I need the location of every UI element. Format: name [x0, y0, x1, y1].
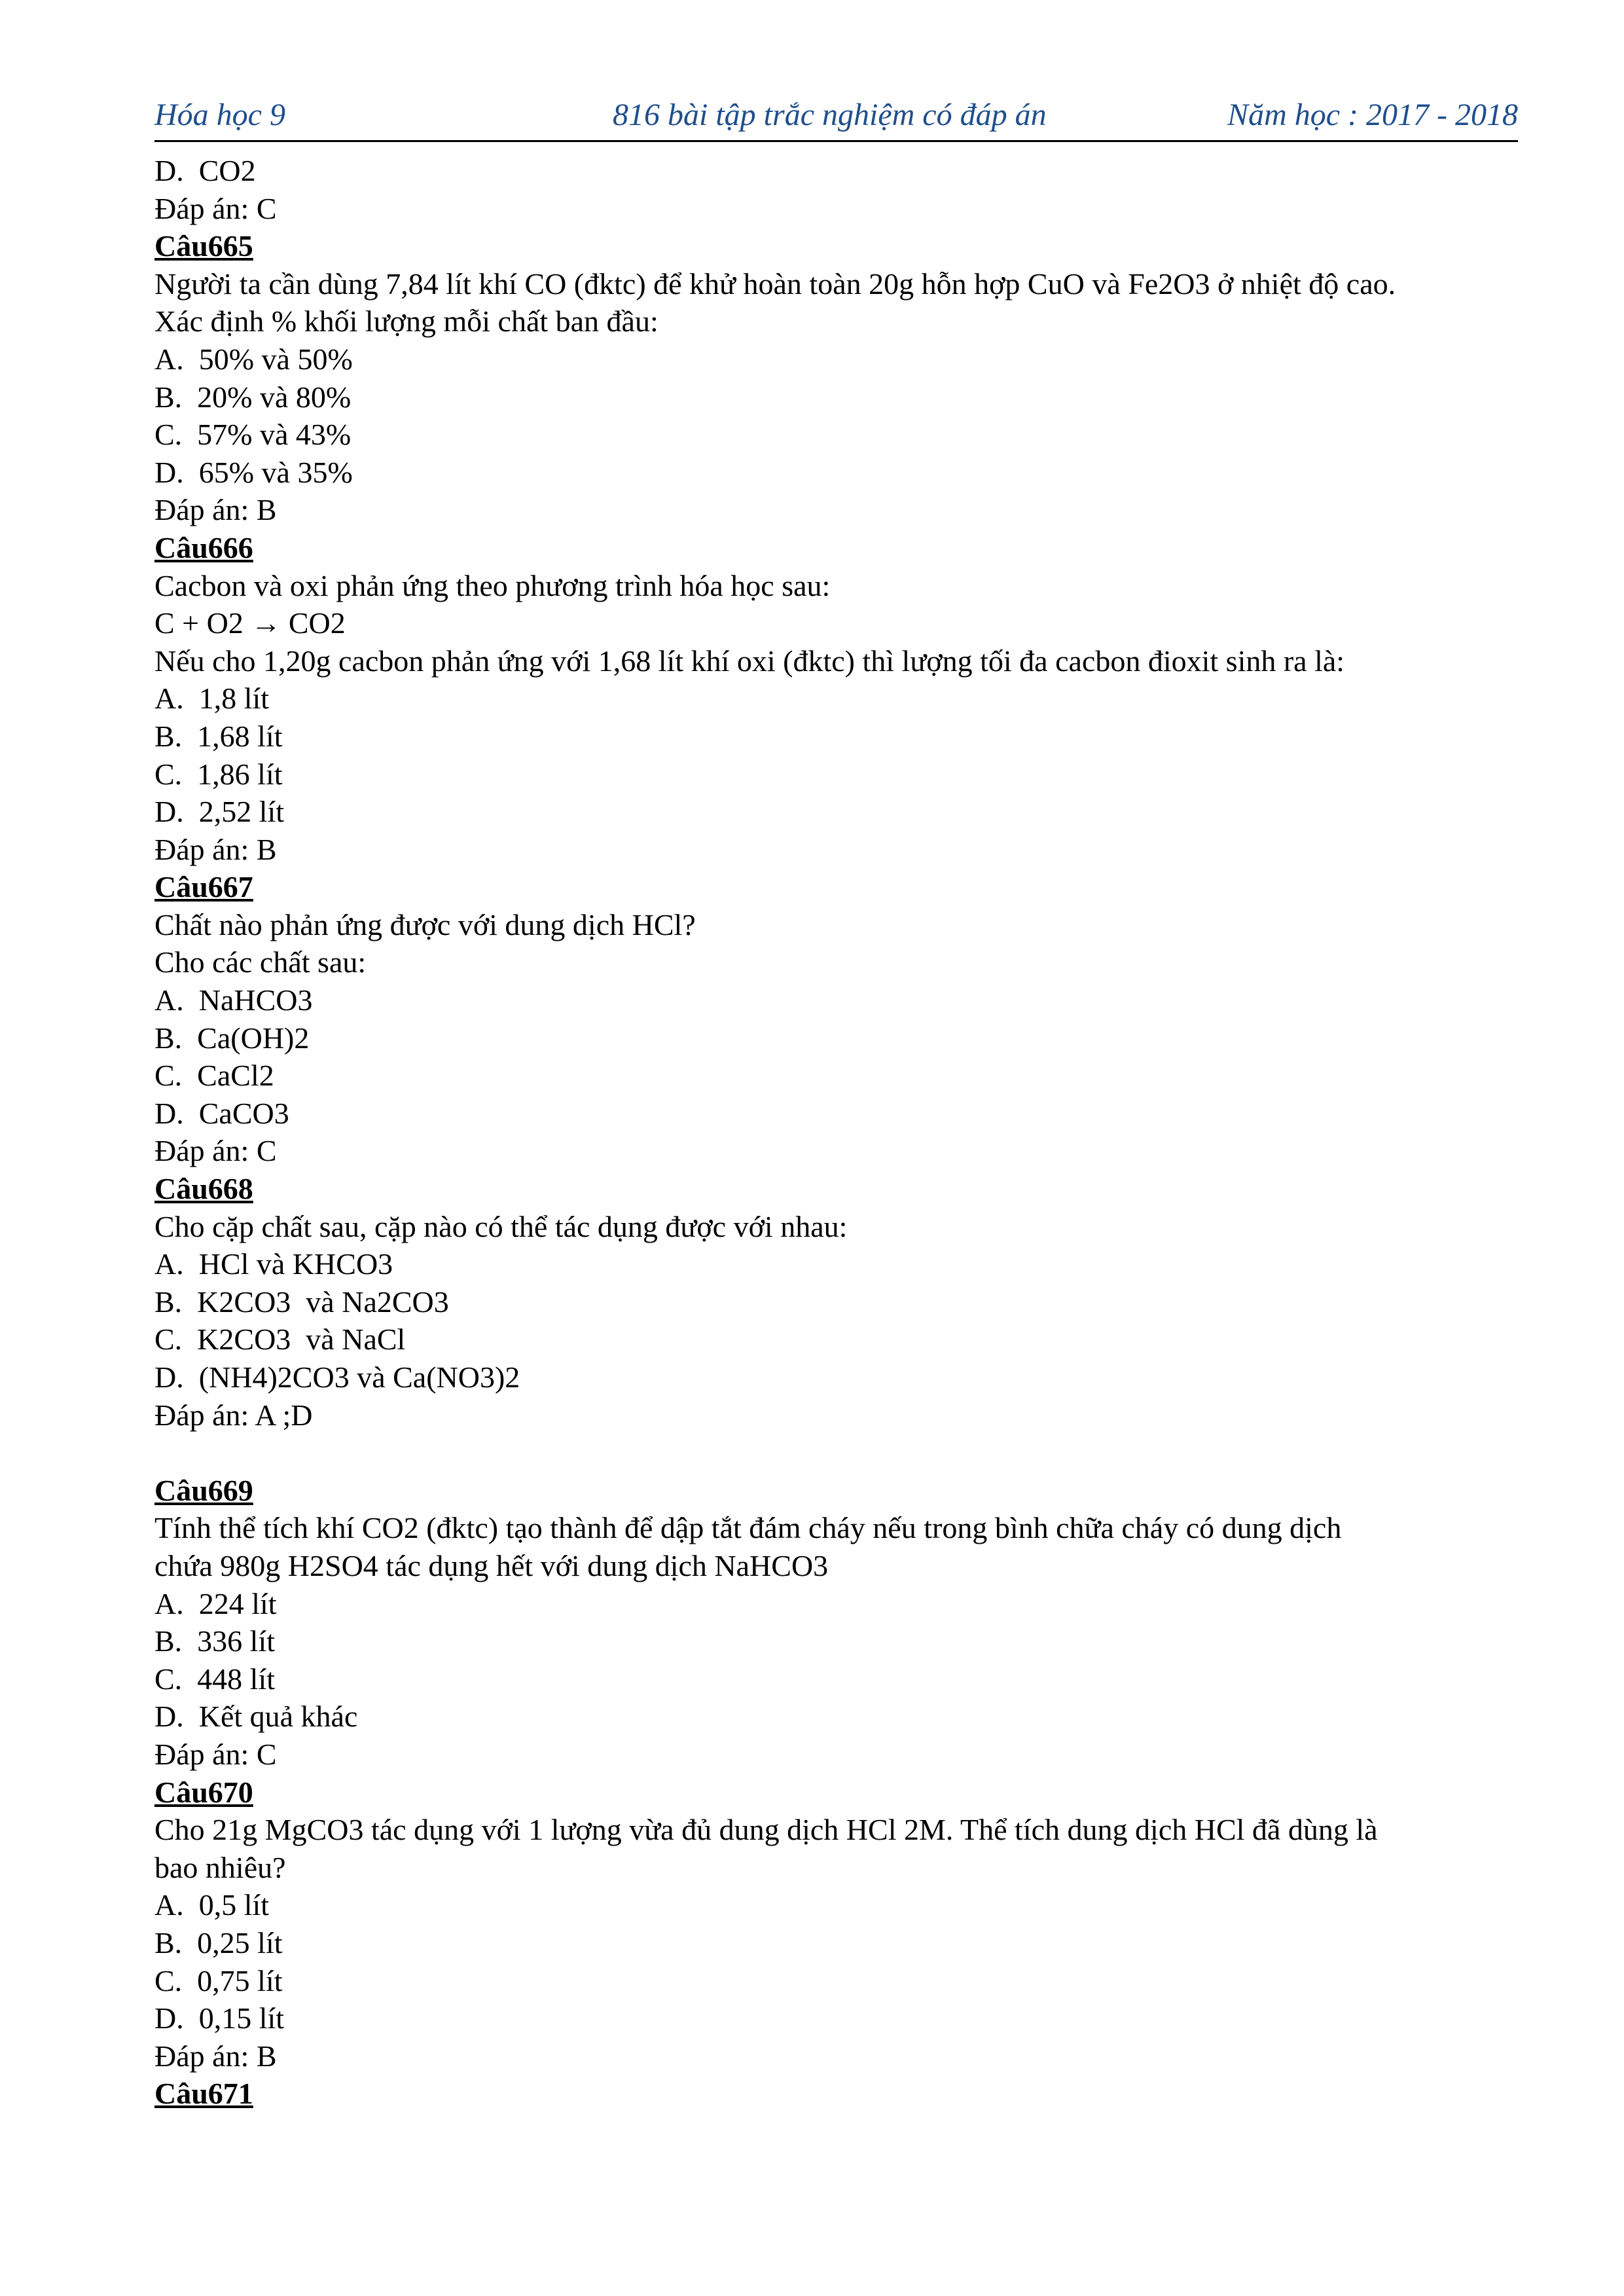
option-c: C. 448 lít [154, 1662, 276, 1696]
option-c: C. 57% và 43% [154, 418, 352, 452]
answer-line: Đáp án: C [154, 191, 277, 225]
question-text: Chất nào phản ứng được với dung dịch HCl? [154, 907, 696, 941]
option-b: B. Ca(OH)2 [154, 1021, 310, 1055]
question-title: Câu667 [154, 870, 253, 904]
option-b: B. 0,25 lít [154, 1925, 283, 1959]
option-a: A. NaHCO3 [154, 983, 313, 1017]
option-c: C. K2CO3 và NaCl [154, 1322, 406, 1357]
option-c: C. CaCl2 [154, 1059, 274, 1093]
equation: C + O2 → CO2 [154, 606, 346, 640]
answer-line: Đáp án: A ;D [154, 1398, 313, 1432]
question-title: Câu666 [154, 530, 253, 564]
question-text: Cacbon và oxi phản ứng theo phương trình hóa học sau: [154, 568, 831, 602]
question-title: Câu665 [154, 229, 253, 263]
option-d: D. (NH4)2CO3 và Ca(NO3)2 [154, 1360, 520, 1394]
option-d: D. 2,52 lít [154, 795, 285, 829]
option-d: D. 0,15 lít [154, 2001, 285, 2035]
answer-line: Đáp án: C [154, 1134, 277, 1168]
option-a: A. 50% và 50% [154, 342, 353, 376]
header-school-year: Năm học : 2017 - 2018 [1227, 98, 1518, 132]
option-b: B. 1,68 lít [154, 719, 283, 753]
question-title: Câu671 [154, 2077, 253, 2111]
question-text: Cho 21g MgCO3 tác dụng với 1 lượng vừa đủ dung dịch HCl 2M. Thể tích dung dịch HCl đã dùng là [154, 1813, 1378, 1847]
question-title: Câu668 [154, 1172, 253, 1206]
option-b: B. K2CO3 và Na2CO3 [154, 1285, 449, 1319]
option-d: D. CaCO3 [154, 1096, 289, 1130]
option-d: D. 65% và 35% [154, 455, 353, 489]
answer-line: Đáp án: C [154, 1737, 277, 1771]
option-a: A. 0,5 lít [154, 1888, 270, 1922]
option-d: D. CO2 [154, 154, 256, 187]
answer-line: Đáp án: B [154, 832, 277, 866]
option-a: A. 1,8 lít [154, 682, 270, 716]
question-text: Người ta cần dùng 7,84 lít khí CO (đktc) để khử hoàn toàn 20g hỗn hợp CuO và Fe2O3 ở nhiệt độ cao. [154, 266, 1396, 301]
option-a: A. 224 lít [154, 1586, 277, 1620]
question-text: Xác định % khối lượng mỗi chất ban đầu: [154, 304, 659, 338]
question-text: Tính thể tích khí CO2 (đktc) tạo thành để dập tắt đám cháy nếu trong bình chữa cháy có dung dịch [154, 1511, 1342, 1545]
question-text: Cho các chất sau: [154, 945, 367, 979]
option-b: B. 336 lít [154, 1624, 276, 1658]
blank-line [154, 1434, 1518, 1472]
header-subject: Hóa học 9 [154, 98, 285, 132]
option-c: C. 0,75 lít [154, 1963, 283, 1997]
option-c: C. 1,86 lít [154, 757, 283, 791]
question-text: Cho cặp chất sau, cặp nào có thể tác dụng được với nhau: [154, 1209, 848, 1243]
question-title: Câu669 [154, 1473, 253, 1507]
option-d: D. Kết quả khác [154, 1700, 358, 1734]
document-body [154, 152, 1518, 2113]
header-title: 816 bài tập trắc nghiệm có đáp án [613, 98, 1047, 132]
answer-line: Đáp án: B [154, 2039, 277, 2073]
question-title: Câu670 [154, 1775, 253, 1809]
answer-line: Đáp án: B [154, 493, 277, 527]
page-header [154, 92, 1518, 142]
option-a: A. HCl và KHCO3 [154, 1247, 393, 1281]
question-text: Nếu cho 1,20g cacbon phản ứng với 1,68 lít khí oxi (đktc) thì lượng tối đa cacbon đioxit sinh ra là: [154, 644, 1345, 678]
question-text: bao nhiêu? [154, 1850, 286, 1884]
option-b: B. 20% và 80% [154, 380, 352, 414]
question-text: chứa 980g H2SO4 tác dụng hết với dung dịch NaHCO3 [154, 1548, 829, 1582]
